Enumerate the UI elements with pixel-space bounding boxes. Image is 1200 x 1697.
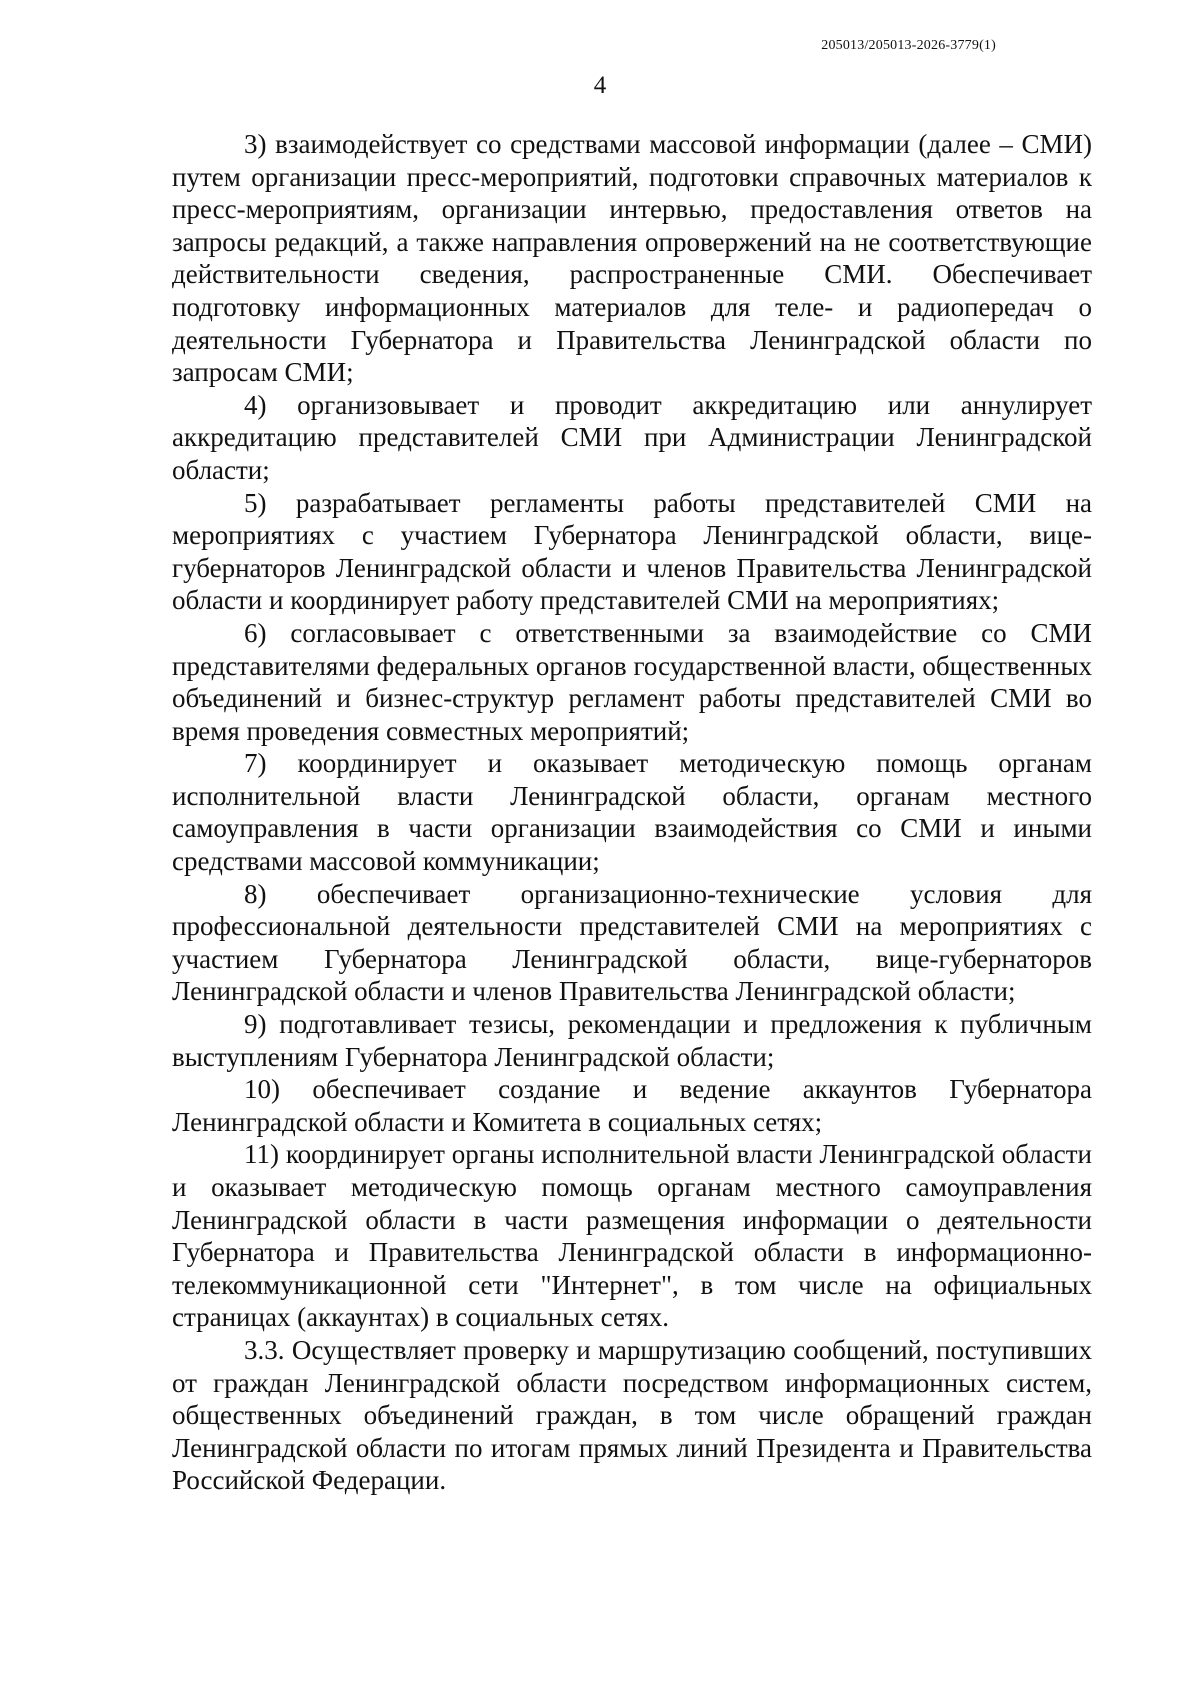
paragraph-section-3-3: 3.3. Осуществляет проверку и маршрутизацию сообщений, поступивших от граждан Ленинградской области посредством информационных систем, общественных объединений граждан, в том числе обращений граждан Ленинградской области по итогам прямых линий Президента и Правительства Российской Федерации. (172, 1334, 1092, 1496)
paragraph-item-11: 11) координирует органы исполнительной власти Ленинградской области и оказывает методическую помощь органам местного самоуправления Ленинградской области в части размещения информации о деятельности Губернатора и Правительства Ленинградской области в информационно-телекоммуникационной сети "Интернет", в том числе на официальных страницах (аккаунтах) в социальных сетях. (172, 1139, 1092, 1333)
paragraph-item-5: 5) разрабатывает регламенты работы представителей СМИ на мероприятиях с участием Губернатора Ленинградской области, вице-губернаторов Ленинградской области и членов Правительства Ленинградской области и координирует работу представителей СМИ на мероприятиях; (172, 487, 1092, 616)
document-body (172, 128, 1092, 1497)
paragraph-item-10: 10) обеспечивает создание и ведение аккаунтов Губернатора Ленинградской области и Комитета в социальных сетях; (172, 1074, 1092, 1137)
paragraph-item-7: 7) координирует и оказывает методическую помощь органам исполнительной власти Ленинградской области, органам местного самоуправления в части организации взаимодействия со СМИ и иными средствами массовой коммуникации; (172, 748, 1092, 877)
paragraph-item-3: 3) взаимодействует со средствами массовой информации (далее – СМИ) путем организации пресс-мероприятий, подготовки справочных материалов к пресс-мероприятиям, организации интервью, предоставления ответов на запросы редакций, а также направления опровержений на не соответствующие действительности сведения, распространенные СМИ. Обеспечивает подготовку информационных материалов для теле- и радиопередач о деятельности Губернатора и Правительства Ленинградской области по запросам СМИ; (172, 129, 1092, 388)
page-number: 4 (593, 72, 607, 99)
document-id: 205013/205013-2026-3779(1) (821, 38, 996, 53)
paragraph-item-8: 8) обеспечивает организационно-технические условия для профессиональной деятельности представителей СМИ на мероприятиях с участием Губернатора Ленинградской области, вице-губернаторов Ленинградской области и членов Правительства Ленинградской области; (172, 878, 1092, 1007)
paragraph-item-9: 9) подготавливает тезисы, рекомендации и предложения к публичным выступлениям Губернатора Ленинградской области; (172, 1009, 1092, 1072)
paragraph-item-6: 6) согласовывает с ответственными за взаимодействие со СМИ представителями федеральных органов государственной власти, общественных объединений и бизнес-структур регламент работы представителей СМИ во время проведения совместных мероприятий; (172, 617, 1092, 746)
paragraph-item-4: 4) организовывает и проводит аккредитацию или аннулирует аккредитацию представителей СМИ при Администрации Ленинградской области; (172, 389, 1092, 485)
